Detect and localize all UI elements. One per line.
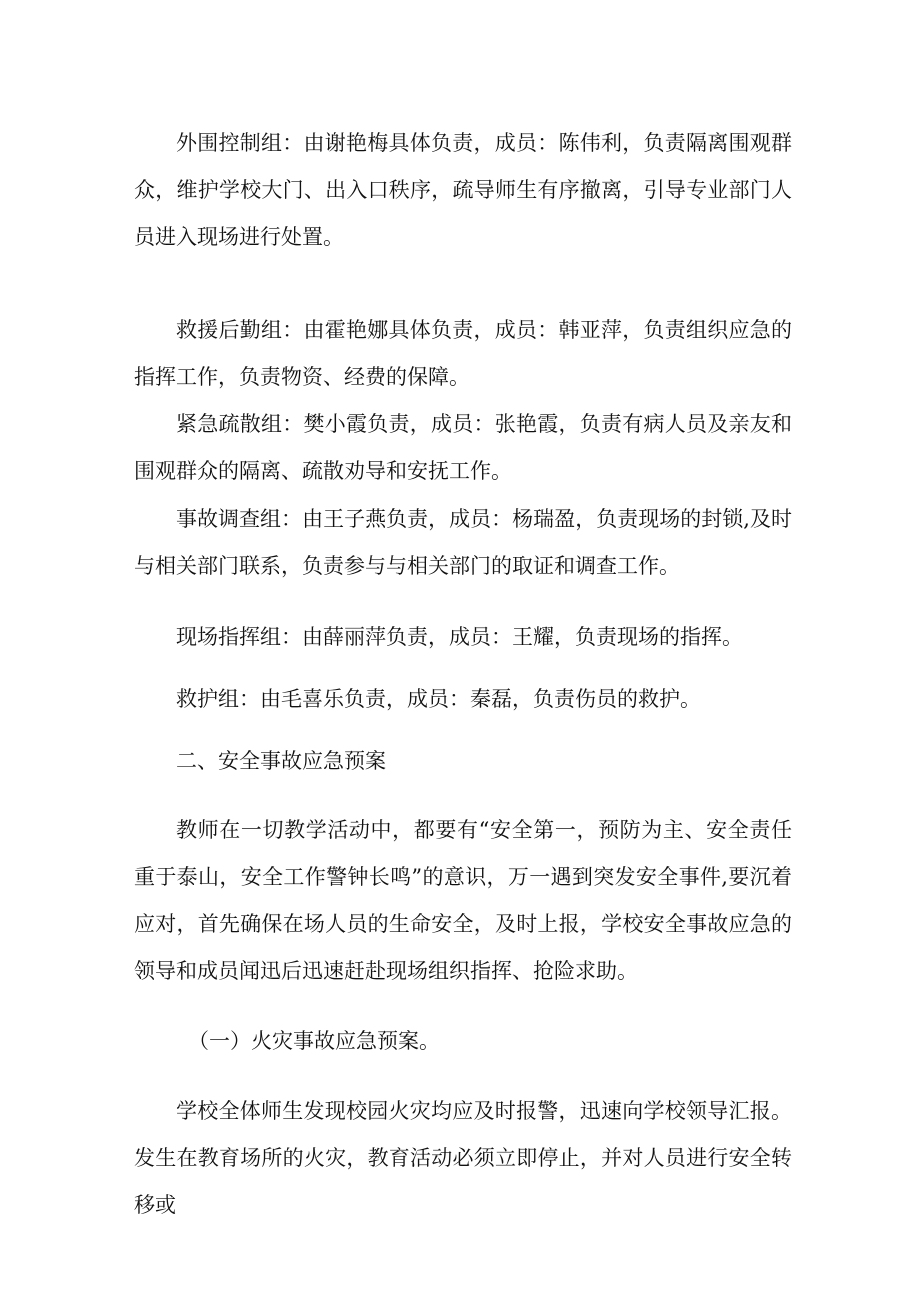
paragraph-perimeter-control: 外围控制组：由谢艳梅具体负责，成员：陈伟利，负责隔离围观群众，维护学校大门、出入口秩序，疏导师生有序撤离，引导专业部门人员进入现场进行处置。 — [134, 131, 792, 249]
paragraph-onsite-command: 现场指挥组：由薛丽萍负责，成员：王耀，负责现场的指挥。 — [176, 625, 743, 649]
paragraph-rescue-logistics: 救援后勤组：由霍艳娜具体负责，成员：韩亚萍，负责组织应急的指挥工作，负责物资、经费的保障。 — [134, 318, 792, 389]
subheading-fire-plan: （一）火灾事故应急预案。 — [188, 1029, 440, 1053]
paragraph-emergency-evacuation: 紧急疏散组：樊小霞负责，成员：张艳霞，负责有病人员及亲友和围观群众的隔离、疏散劝导和安抚工作。 — [134, 412, 792, 483]
section-heading-emergency-plan: 二、安全事故应急预案 — [176, 749, 386, 773]
paragraph-fire-response: 学校全体师生发现校园火灾均应及时报警，迅速向学校领导汇报。发生在教育场所的火灾，教育活动必须立即停止，并对人员进行安全转移或 — [134, 1099, 792, 1217]
paragraph-accident-investigation: 事故调查组：由王子燕负责，成员：杨瑞盈，负责现场的封锁,及时与相关部门联系，负责参与与相关部门的取证和调查工作。 — [134, 507, 792, 578]
paragraph-medical-aid: 救护组：由毛喜乐负责，成员：秦磊，负责伤员的救护。 — [176, 687, 701, 711]
paragraph-teacher-safety: 教师在一切教学活动中，都要有“安全第一，预防为主、安全责任重于泰山，安全工作警钟长鸣”的意识，万一遇到突发安全事件,要沉着应对，首先确保在场人员的生命安全，及时上报，学校安全事故应急的领导和成员闻迅后迅速赶赴现场组织指挥、抢险求助。 — [134, 818, 792, 983]
